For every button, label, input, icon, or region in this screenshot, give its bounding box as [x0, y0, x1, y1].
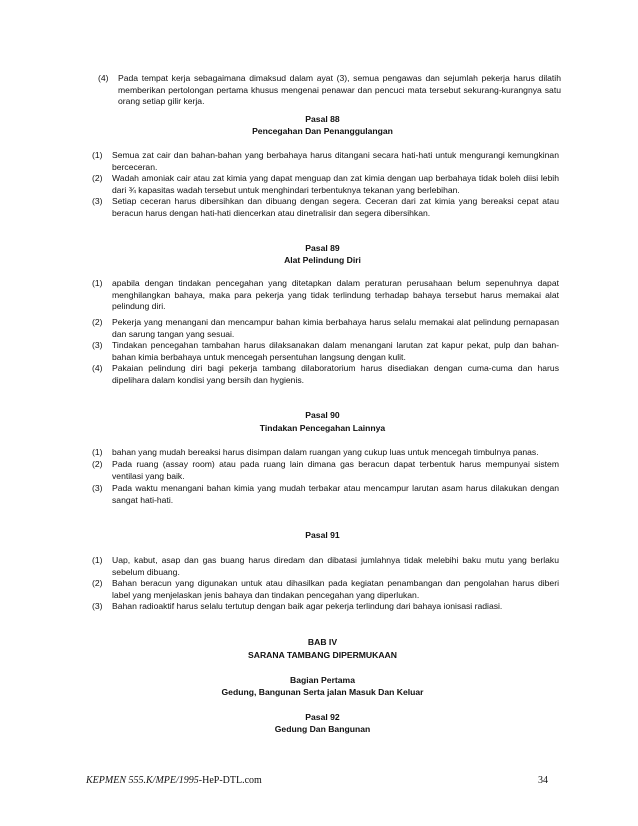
item-number: (3) — [92, 196, 103, 206]
list-item — [92, 150, 559, 173]
pasal-92-subtitle: Gedung Dan Bangunan — [274, 724, 371, 734]
list-item — [92, 555, 559, 578]
item-number: (3) — [92, 340, 103, 350]
item-text: Tindakan pencegahan tambahan harus dilaksanakan dalam menangani larutan zat kapur pekat, pulp dan bahan-bahan kimia berbahaya untuk mencegah persentuhan langsung dengan kulit. — [112, 340, 559, 362]
item-number: (4) — [92, 363, 103, 373]
item-number: (4) — [98, 73, 109, 83]
item-text: Bahan beracun yang digunakan untuk atau dihasilkan pada kegiatan penambangan dan pengolahan harus diberi label yang menjelaskan jenis bahaya dan tindakan pencegahan yang diperlukan. — [112, 578, 559, 600]
pasal-91-title: Pasal 91 — [305, 530, 340, 540]
pasal-90-title: Pasal 90 — [305, 410, 340, 420]
list-item — [92, 278, 559, 313]
list-item — [92, 196, 559, 219]
item-text: bahan yang mudah bereaksi harus disimpan dalam ruangan yang cukup luas untuk mencegah timbulnya panas. — [112, 447, 539, 457]
list-item — [92, 601, 559, 613]
item-text: Setiap ceceran harus dibersihkan dan dibuang dengan segera. Ceceran dari zat kimia yang bereaksi cepat atau beracun harus dengan hati-hati diencerkan atau dinetralisir dan segera dibersihkan. — [112, 196, 559, 218]
list-item — [92, 447, 559, 459]
item-text: Pekerja yang menangani dan mencampur bahan kimia berbahaya harus selalu memakai alat pelindung pernapasan dan sarung tangan yang sesuai. — [112, 317, 559, 339]
list-item — [92, 317, 559, 340]
bab-title: BAB IV — [307, 637, 338, 647]
item-number: (1) — [92, 150, 103, 160]
footer-source-plain: -HeP-DTL.com — [198, 775, 262, 786]
item-number: (1) — [92, 278, 103, 288]
list-item — [92, 363, 559, 386]
item-number: (1) — [92, 555, 103, 565]
list-item — [92, 173, 559, 196]
pasal-92-title: Pasal 92 — [305, 712, 340, 722]
pasal-88-subtitle: Pencegahan Dan Penanggulangan — [252, 126, 393, 136]
item-text: Pakaian pelindung diri bagi pekerja tambang dilaboratorium harus disediakan dengan cuma-cuma dan harus dipelihara dalam kondisi yang bersih dan hygienis. — [112, 363, 559, 385]
pasal-89-subtitle: Alat Pelindung Diri — [284, 255, 361, 265]
bab-subtitle: SARANA TAMBANG DIPERMUKAAN — [248, 650, 397, 660]
item-text: Semua zat cair dan bahan-bahan yang berbahaya harus ditangani secara hati-hati untuk mengurangi kemungkinan berceceran. — [112, 150, 559, 172]
list-item — [92, 578, 559, 601]
item-number: (3) — [92, 483, 103, 493]
item-number: (2) — [92, 459, 103, 469]
item-number: (2) — [92, 173, 103, 183]
bagian-title: Bagian Pertama — [290, 675, 355, 685]
bagian-subtitle: Gedung, Bangunan Serta jalan Masuk Dan Keluar — [221, 687, 424, 697]
item-text: Pada tempat kerja sebagaimana dimaksud dalam ayat (3), semua pengawas dan sejumlah pekerja harus dilatih memberikan pertolongan pertama khusus mengenai penawar dan pencuci mata tersebut sekurang-kurangnya satu orang setiap gilir kerja. — [118, 73, 561, 107]
footer-source — [86, 775, 262, 786]
pasal-89-title: Pasal 89 — [305, 243, 340, 253]
item-text: Pada ruang (assay room) atau pada ruang lain dimana gas beracun dapat terbentuk harus mempunyai sistem ventilasi yang baik. — [112, 459, 559, 481]
intro-item — [98, 73, 561, 108]
item-text: Uap, kabut, asap dan gas buang harus diredam dan dibatasi jumlahnya tidak melebihi baku mutu yang berlaku sebelum dibuang. — [112, 555, 559, 577]
page-number: 34 — [538, 775, 548, 786]
item-text: apabila dengan tindakan pencegahan yang ditetapkan dalam peraturan perusahaan belum sepenuhnya dapat menghilangkan bahaya, maka para pekerja yang tidak terlindung terhadap bahaya tersebut harus memakai alat pelindung diri. — [112, 278, 559, 312]
pasal-88-title: Pasal 88 — [305, 114, 340, 124]
pasal-90-subtitle: Tindakan Pencegahan Lainnya — [259, 423, 386, 433]
item-number: (2) — [92, 317, 103, 327]
item-number: (2) — [92, 578, 103, 588]
list-item — [92, 459, 559, 482]
item-number: (1) — [92, 447, 103, 457]
item-number: (3) — [92, 601, 103, 611]
list-item — [92, 340, 559, 363]
footer-source-italic: KEPMEN 555.K/MPE/1995 — [86, 775, 199, 786]
item-text: Wadah amoniak cair atau zat kimia yang dapat menguap dan zat kimia dengan uap berbahaya tidak boleh diisi lebih dari ¾ kapasitas wadah tersebut untuk menghindari terbentuknya tekanan yang berlebihan. — [112, 173, 559, 195]
item-text: Bahan radioaktif harus selalu tertutup dengan baik agar pekerja terlindung dari bahaya ionisasi radiasi. — [112, 601, 503, 611]
list-item — [92, 483, 559, 506]
item-text: Pada waktu menangani bahan kimia yang mudah terbakar atau mencampur larutan asam harus dilakukan dengan sangat hati-hati. — [112, 483, 559, 505]
